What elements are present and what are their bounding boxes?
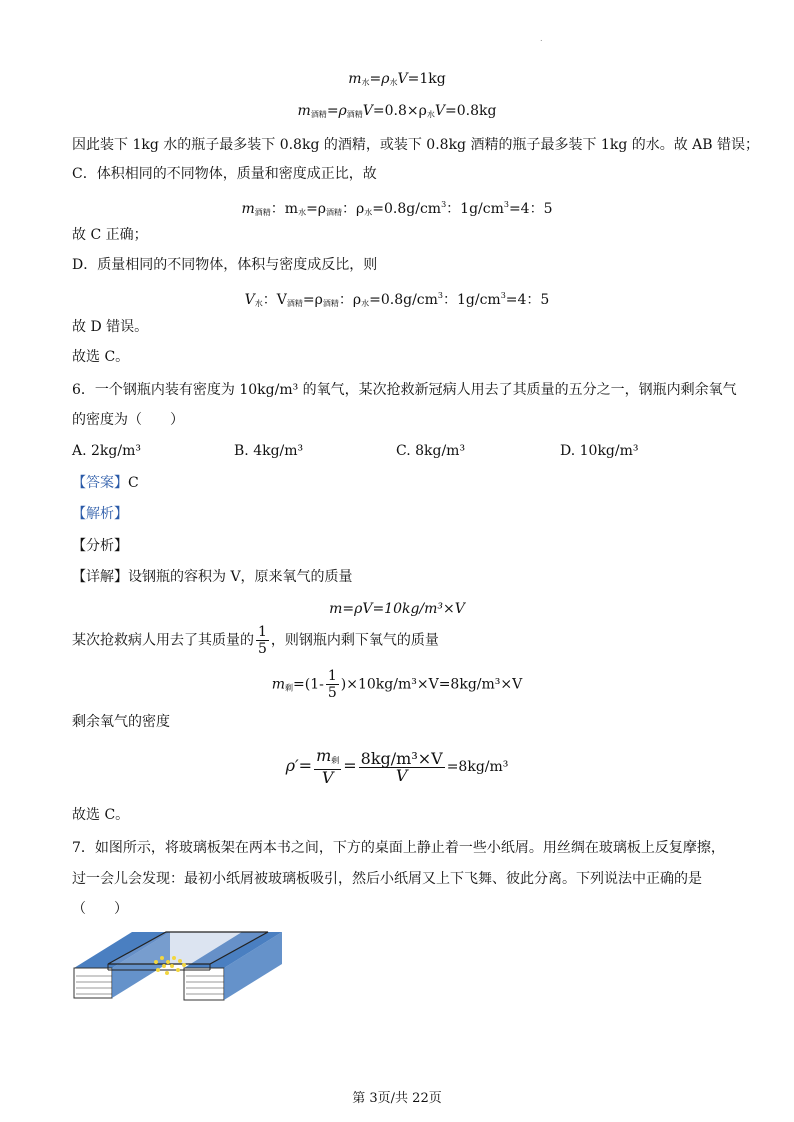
question-7-line-2: 过一会儿会发现：最初小纸屑被玻璃板吸引，然后小纸屑又上下飞舞、彼此分离。下列说法中正确的是 xyxy=(72,871,702,887)
fenxi-tag: 【分析】 xyxy=(72,538,128,554)
paragraph-option-d: D．质量相同的不同物体，体积与密度成反比，则 xyxy=(72,257,378,273)
question-6-line-1: 6．一个钢瓶内装有密度为 10kg/m³ 的氧气，某次抢救新冠病人用去了其质量的五分之一，钢瓶内剩余氧气 xyxy=(72,382,737,398)
paragraph-option-c: C．体积相同的不同物体，质量和密度成正比，故 xyxy=(72,166,377,182)
final-choice-6: 故选 C。 xyxy=(72,807,130,823)
conclusion-d: 故 D 错误。 xyxy=(72,319,149,335)
answer-value: C xyxy=(128,475,139,491)
question-7-line-1: 7．如图所示，将玻璃板架在两本书之间，下方的桌面上静止着一些小纸屑。用丝绸在玻璃板上反复摩擦， xyxy=(72,840,725,856)
detail-line: 【详解】设钢瓶的容积为 V，原来氧气的质量 xyxy=(72,569,353,585)
answer-line xyxy=(72,474,139,492)
header-mark: . xyxy=(540,34,543,43)
question-6-line-2: 的密度为（ ） xyxy=(72,412,184,428)
option-b: B. 4kg/m³ xyxy=(234,443,304,459)
right-book-pages xyxy=(184,968,224,1000)
answer-tag: 【答案】 xyxy=(72,475,128,491)
left-book-pages xyxy=(74,968,112,998)
analysis-tag: 【解析】 xyxy=(72,506,128,522)
used-fraction-line: 某次抢救病人用去了其质量的 $\frac{1}{5}$ ，则钢瓶内剩下氧气的质量 xyxy=(72,624,439,657)
paragraph-conclusion-ab: 因此装下 1kg 水的瓶子最多装下 0.8kg 的酒精，或装下 0.8kg 酒精的瓶子最多装下 1kg 的水。故 AB 错误； xyxy=(72,137,760,153)
remaining-density-label: 剩余氧气的密度 xyxy=(72,714,170,730)
figure-glass-plate-between-books xyxy=(72,928,292,1006)
equation-ratio-d: $V_水$：$V_{酒精}=\rho_{酒精}$：$\rho_水=0.8g/cm^3$：$1g/cm^3=4$：5 xyxy=(244,291,550,308)
equation-original-mass: m=ρV=10kg/m³×V xyxy=(329,601,465,617)
equation-ratio-c: $m_{酒精}$：$m_水=\rho_{酒精}$：$\rho_水=0.8g/cm^3$：$1g/cm^3=4$：5 xyxy=(241,200,553,217)
equation-density: ρ′= $\frac{m_剩}{V}$ = $\frac{\text{8kg/m³×V}}{V}$ =8kg/m³ xyxy=(285,746,509,787)
equation-remaining-mass: $m_剩=(1-$ $\frac{1}{5}$ )×10kg/m³×V=8kg/m³×V xyxy=(271,668,523,701)
option-c: C. 8kg/m³ xyxy=(396,443,466,459)
option-d: D. 10kg/m³ xyxy=(560,443,639,459)
question-7-line-3: （ ） xyxy=(72,901,128,917)
equation-water-mass: $m_水=\rho_水V=1kg$ xyxy=(348,71,446,87)
equation-alcohol-mass: $m_{酒精}=\rho_{酒精}V=0.8\times\rho_水V=0.8kg$ xyxy=(297,103,497,119)
page-footer: 第 3页/共 22页 xyxy=(352,1091,442,1106)
option-a: A. 2kg/m³ xyxy=(72,443,141,459)
final-choice-5: 故选 C。 xyxy=(72,349,130,365)
conclusion-c: 故 C 正确； xyxy=(72,227,148,243)
